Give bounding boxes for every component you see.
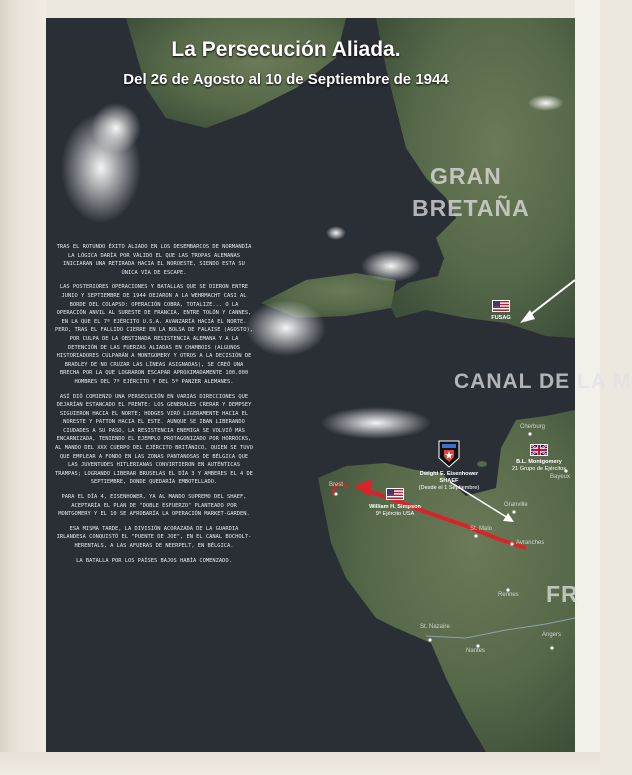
fusag-label: FUSAG xyxy=(491,315,511,321)
narrative-paragraph: TRAS EL ROTUNDO ÉXITO ALIADO EN LOS DESEMBARCOS DE NORMANDÍA LA LÓGICA DARÍA POR VÁLIDO EL QUE LAS TROPAS ALEMANAS INICIARAN UNA RETIRADA HACIA EL NOROESTE, SIENDO ESTA SU ÚNICA VÍA DE ESCAPE. xyxy=(56,244,252,276)
uk-flag-icon xyxy=(530,444,548,456)
city-dot-stnazaire xyxy=(428,638,431,641)
region-label-gran: GRAN xyxy=(430,163,502,189)
city-label-granville: Granville xyxy=(504,502,528,508)
us-flag-icon xyxy=(386,488,404,500)
city-label-stmalo: St. Malo xyxy=(470,526,493,532)
eisenhower-since: (Desde el 1 Septiembre) xyxy=(418,485,480,491)
simpson-unit: 9º Ejército USA xyxy=(375,511,415,517)
cloud xyxy=(91,103,141,153)
city-label-rennes: Rennes xyxy=(498,592,519,598)
region-label-bretana: BRETAÑA xyxy=(412,195,530,221)
city-dot-granville xyxy=(512,510,515,513)
region-label-francia: FR xyxy=(546,581,579,607)
city-label-bayeux: Bayeux xyxy=(550,474,571,480)
narrative-paragraph: LAS POSTERIORES OPERACIONES Y BATALLAS QUE SE DIERON ENTRE JUNIO Y SEPTIEMBRE DE 1944 DEJARON A LA WEHRMACHT CASI AL BORDE DEL COLAPSO: OPERACIÓN COBRA, TOTALIZE... O LA OPERACIÓN ANVIL AL SURESTE DE FRANCIA, ENTRE TOLÓN Y CANNES, EN LA QUE EL 7º EJÉRCITO U.S.A. AVANZARÍA HACIA EL NORTE. PERO, TRAS EL FALLIDO CIERRE EN LA BOLSA DE FALAISE (AGOSTO), POR CULPA DE LA OBSTINADA RESISTENCIA ALEMANA Y A LA DETENCIÓN DE LAS FUERZAS ALIADAS EN CHAMBOIS (ALGUNOS HISTORIADORES CULPARÁN A MONTGOMERY Y OTROS A LA DECISIÓN DE BRADLEY DE NO CRUZAR LAS LÍNEAS ASIGNADAS), SE CREÓ UNA BRECHA POR LA QUE LOGRARON ESCAPAR APROXIMADAMENTE 100.000 HOMBRES DEL 7º EJÉRCITO Y DEL 5º PANZER ALEMANES. xyxy=(55,284,253,385)
narrative-paragraph: PARA EL DÍA 4, EISENHOWER, YA AL MANDO SUPREMO DEL SHAEF, ACEPTARÍA EL PLAN DE "DOBLE ESFUERZO" PLANTEADO POR MONTGOMERY Y EL 10 SE AFROBARÍA LA OPERACIÓN MARKET-GARDEN. xyxy=(58,494,250,518)
city-dot-angers xyxy=(550,646,553,649)
paper-margin-left xyxy=(0,0,46,775)
paper-margin-bottom xyxy=(0,752,600,775)
city-label-cherburg: Cherburg xyxy=(520,424,546,430)
cloud xyxy=(321,407,431,439)
map-subtitle: Del 26 de Agosto al 10 de Septiembre de 1944 xyxy=(123,71,449,88)
city-dot-stmalo xyxy=(474,534,477,537)
city-label-nantes: Nantes xyxy=(466,648,486,654)
montgomery-unit: 21 Grupo de Ejércitos xyxy=(511,466,567,472)
cloud xyxy=(246,300,326,356)
eisenhower-hq: SHAEF xyxy=(439,478,459,484)
region-label-canal: CANAL DE LA M xyxy=(454,370,632,393)
city-label-stnazaire: St. Nazaire xyxy=(420,624,450,630)
city-label-avranches: Avranches xyxy=(516,540,545,546)
montgomery-name: B.L. Montgomery xyxy=(516,459,562,465)
cloud xyxy=(326,226,346,240)
channel-island xyxy=(477,461,487,467)
narrative-paragraph: LA BATALLA POR LOS PAÍSES BAJOS HABÍA COMENZADO. xyxy=(76,557,232,564)
cloud xyxy=(361,250,421,282)
city-dot-avranches xyxy=(510,542,513,545)
narrative-paragraph: ESA MISMA TARDE, LA DIVISIÓN ACORAZADA DE LA GUARDIA IRLANDESA CONQUISTÓ EL "PUENTE DE JOE", EN EL CANAL BOCHOLT-HERENTALS, A LAS AFUERAS DE NEERPELT, EN BÉLGICA. xyxy=(56,525,252,549)
cloud xyxy=(528,95,564,111)
map-panel xyxy=(46,18,632,752)
city-label-angers: Angers xyxy=(542,632,562,638)
city-label-brest: Brest xyxy=(329,482,344,488)
eisenhower-name: Dwight E. Eisenhower xyxy=(419,471,479,477)
narrative-text xyxy=(54,243,254,571)
shaef-patch-icon xyxy=(438,440,460,468)
narrative-paragraph: ASÍ DIÓ COMIENZO UNA PERSECUCIÓN EN VARIAS DIRECCIONES QUE DEJARÍAN ESTANCADO EL FRENTE: LOS GENERALES CRERAR Y DEMPSEY SIGUIERON HACIA EL NORTE; HODGES VIRÓ LIGERAMENTE HACIA EL NORESTE Y PATTON HACIA EL ESTE. AUNQUE SE IBAN LIBERANDO CIUDADES A SU PASO, LA RESISTENCIA ENEMIGA SE VOLVIÓ MÁS ENCARNIZADA, TENIENDO EL EJEMPLO PROTAGONIZADO POR HORROCKS, AL MANDO DEL XXX CUERPO DEL EJÉRCITO BRITÁNICO, QUIEN SE TUVO QUE EMPLEAR A FONDO EN LAS ZONAS PANTANOSAS DE BÉLGICA QUE LAS JUVENTUDES HITLERIANAS CONVIRTIERON EN AUTÉNTICAS TRAMPAS; LOGRANDO LIBERAR BRUSELAS EL DÍA 3 Y AMBERES EL 4 DE SEPTIEMBRE, DONDE QUEDARÍA EMBOTELLADO. xyxy=(55,393,253,486)
simpson-name: William H. Simpson xyxy=(369,504,421,510)
us-flag-icon xyxy=(492,300,510,312)
map-title: La Persecución Aliada. xyxy=(171,38,401,61)
city-dot-brest xyxy=(334,492,337,495)
city-dot-cherburg xyxy=(528,432,531,435)
